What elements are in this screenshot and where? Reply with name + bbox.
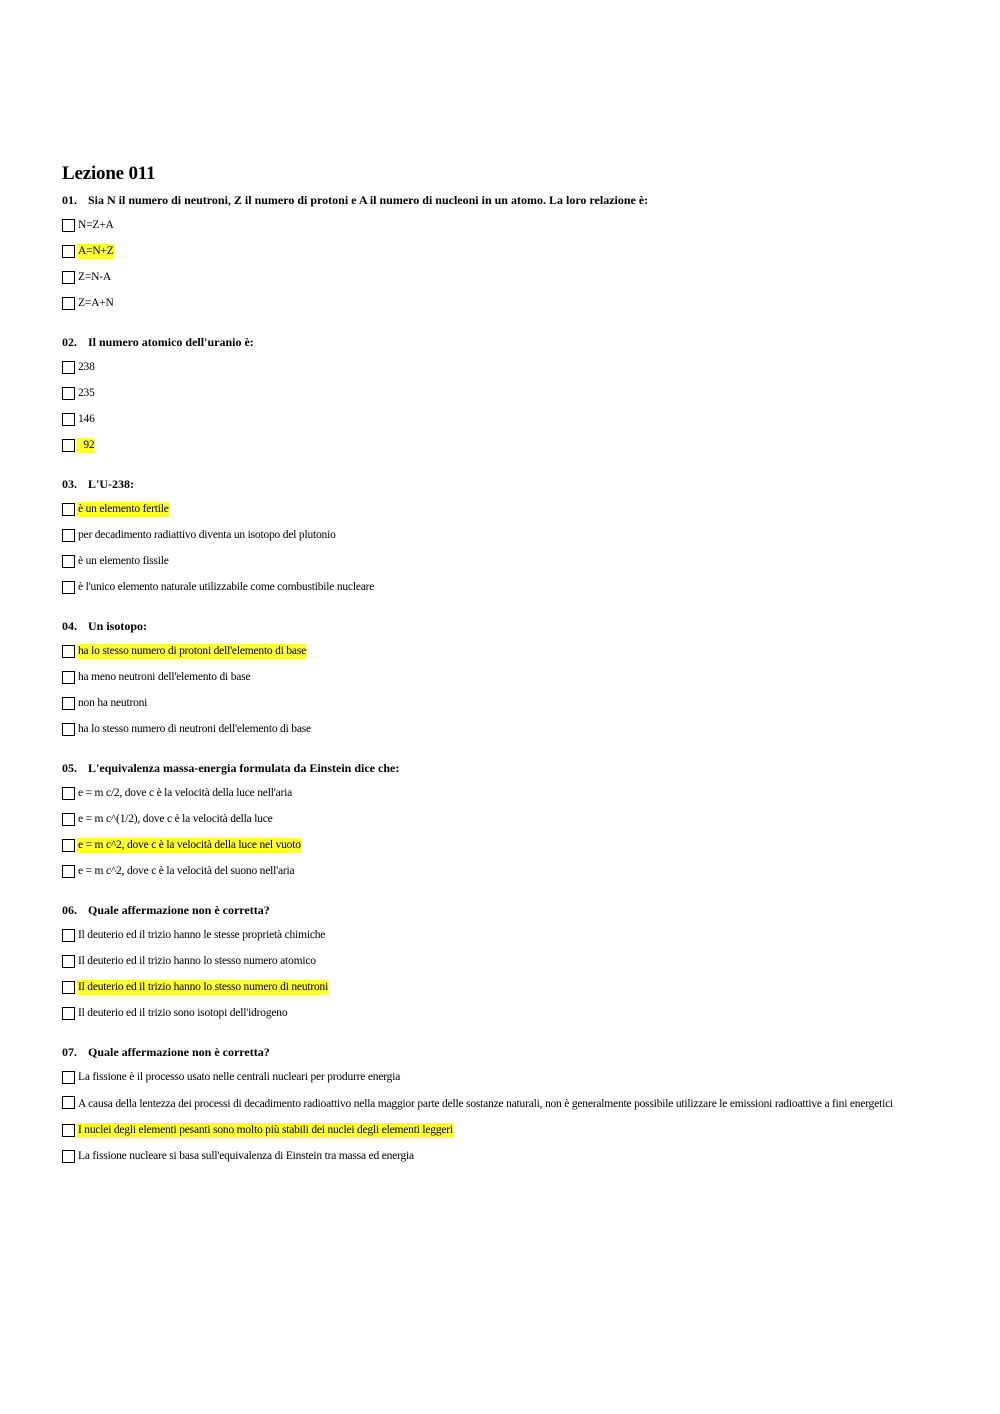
checkbox-icon[interactable] bbox=[62, 271, 75, 284]
checkbox-icon[interactable] bbox=[62, 581, 75, 594]
correct-answer-label: e = m c^2, dove c è la velocità della luce nel vuoto bbox=[78, 839, 301, 851]
answer-option[interactable] bbox=[62, 502, 942, 517]
checkbox-icon[interactable] bbox=[62, 245, 75, 258]
question-block bbox=[62, 476, 942, 595]
checkbox-icon[interactable] bbox=[62, 387, 75, 400]
answer-option[interactable] bbox=[62, 296, 942, 311]
checkbox-icon[interactable] bbox=[62, 787, 75, 800]
answer-option[interactable] bbox=[62, 360, 942, 375]
answer-option[interactable] bbox=[62, 928, 942, 943]
answer-option[interactable] bbox=[62, 1123, 942, 1138]
answer-option[interactable] bbox=[62, 1096, 942, 1112]
question-text bbox=[62, 1044, 942, 1061]
question-text bbox=[62, 760, 942, 777]
checkbox-icon[interactable] bbox=[62, 813, 75, 826]
answer-label: Z=A+N bbox=[78, 297, 114, 309]
answer-label: La fissione è il processo usato nelle centrali nucleari per produrre energia bbox=[78, 1071, 401, 1083]
question-text bbox=[62, 902, 942, 919]
question-label: Quale affermazione non è corretta? bbox=[88, 903, 270, 917]
answer-option[interactable] bbox=[62, 438, 942, 453]
checkbox-icon[interactable] bbox=[62, 297, 75, 310]
checkbox-icon[interactable] bbox=[62, 503, 75, 516]
answer-label: ha meno neutroni dell'elemento di base bbox=[78, 671, 251, 683]
checkbox-icon[interactable] bbox=[62, 645, 75, 658]
question-label: Il numero atomico dell'uranio è: bbox=[88, 335, 254, 349]
answer-label: è l'unico elemento naturale utilizzabile come combustibile nucleare bbox=[78, 581, 375, 593]
checkbox-icon[interactable] bbox=[62, 1124, 75, 1137]
question-label: Un isotopo: bbox=[88, 619, 148, 633]
answer-label: 146 bbox=[78, 413, 95, 425]
answer-option[interactable] bbox=[62, 1006, 942, 1021]
question-block bbox=[62, 618, 942, 737]
question-text bbox=[62, 192, 942, 209]
answer-option[interactable] bbox=[62, 218, 942, 233]
answer-label: A causa della lentezza dei processi di decadimento radioattivo nella maggior parte delle sostanze naturali, non è generalmente possibile utilizzare le emissioni radioattive a fini energetici bbox=[78, 1098, 894, 1110]
question-number: 01. bbox=[62, 193, 77, 207]
question-number: 03. bbox=[62, 477, 77, 491]
question-block bbox=[62, 192, 942, 311]
answer-option[interactable] bbox=[62, 244, 942, 259]
answer-label: Il deuterio ed il trizio sono isotopi dell'idrogeno bbox=[78, 1007, 288, 1019]
question-block bbox=[62, 760, 942, 879]
checkbox-icon[interactable] bbox=[62, 1071, 75, 1084]
checkbox-icon[interactable] bbox=[62, 1150, 75, 1163]
checkbox-icon[interactable] bbox=[62, 413, 75, 426]
answer-option[interactable] bbox=[62, 412, 942, 427]
question-text bbox=[62, 334, 942, 351]
question-label: Sia N il numero di neutroni, Z il numero di protoni e A il numero di nucleoni in un atomo. La loro relazione è: bbox=[88, 193, 649, 207]
answer-option[interactable] bbox=[62, 864, 942, 879]
answer-option[interactable] bbox=[62, 1149, 942, 1164]
checkbox-icon[interactable] bbox=[62, 929, 75, 942]
answer-label: 235 bbox=[78, 387, 95, 399]
answer-option[interactable] bbox=[62, 1070, 942, 1085]
correct-answer-label: I nuclei degli elementi pesanti sono molto più stabili dei nuclei degli elementi leggeri bbox=[78, 1124, 453, 1136]
checkbox-icon[interactable] bbox=[62, 981, 75, 994]
question-block bbox=[62, 1044, 942, 1164]
checkbox-icon[interactable] bbox=[62, 955, 75, 968]
correct-answer-label: Il deuterio ed il trizio hanno lo stesso numero di neutroni bbox=[78, 981, 329, 993]
question-number: 04. bbox=[62, 619, 77, 633]
answer-option[interactable] bbox=[62, 644, 942, 659]
answer-label: 238 bbox=[78, 361, 95, 373]
checkbox-icon[interactable] bbox=[62, 865, 75, 878]
answer-label: La fissione nucleare si basa sull'equivalenza di Einstein tra massa ed energia bbox=[78, 1150, 414, 1162]
checkbox-icon[interactable] bbox=[62, 439, 75, 452]
answer-option[interactable] bbox=[62, 722, 942, 737]
checkbox-icon[interactable] bbox=[62, 555, 75, 568]
answer-option[interactable] bbox=[62, 670, 942, 685]
answer-option[interactable] bbox=[62, 954, 942, 969]
quiz-page bbox=[62, 160, 942, 1164]
answer-label: ha lo stesso numero di neutroni dell'elemento di base bbox=[78, 723, 311, 735]
checkbox-icon[interactable] bbox=[62, 361, 75, 374]
answer-label: Z=N-A bbox=[78, 271, 111, 283]
question-text bbox=[62, 618, 942, 635]
question-block bbox=[62, 902, 942, 1021]
question-block bbox=[62, 334, 942, 453]
question-label: L'U-238: bbox=[88, 477, 134, 491]
checkbox-icon[interactable] bbox=[62, 529, 75, 542]
answer-option[interactable] bbox=[62, 812, 942, 827]
answer-label: Il deuterio ed il trizio hanno lo stesso numero atomico bbox=[78, 955, 316, 967]
checkbox-icon[interactable] bbox=[62, 1096, 75, 1109]
answer-label: per decadimento radiattivo diventa un isotopo del plutonio bbox=[78, 529, 336, 541]
checkbox-icon[interactable] bbox=[62, 219, 75, 232]
answer-label: non ha neutroni bbox=[78, 697, 148, 709]
question-list bbox=[62, 192, 942, 1164]
question-number: 06. bbox=[62, 903, 77, 917]
answer-option[interactable] bbox=[62, 580, 942, 595]
answer-option[interactable] bbox=[62, 554, 942, 569]
correct-answer-label: è un elemento fertile bbox=[78, 503, 169, 515]
question-number: 05. bbox=[62, 761, 77, 775]
question-number: 07. bbox=[62, 1045, 77, 1059]
checkbox-icon[interactable] bbox=[62, 671, 75, 684]
checkbox-icon[interactable] bbox=[62, 839, 75, 852]
answer-option[interactable] bbox=[62, 786, 942, 801]
answer-option[interactable] bbox=[62, 696, 942, 711]
answer-label: e = m c/2, dove c è la velocità della luce nell'aria bbox=[78, 787, 292, 799]
answer-label: N=Z+A bbox=[78, 219, 114, 231]
checkbox-icon[interactable] bbox=[62, 1007, 75, 1020]
answer-option[interactable] bbox=[62, 980, 942, 995]
answer-label: e = m c^2, dove c è la velocità del suono nell'aria bbox=[78, 865, 295, 877]
correct-answer-label: ha lo stesso numero di protoni dell'elemento di base bbox=[78, 645, 307, 657]
correct-answer-label: 92 bbox=[78, 439, 95, 451]
answer-label: Il deuterio ed il trizio hanno le stesse proprietà chimiche bbox=[78, 929, 326, 941]
correct-answer-label: A=N+Z bbox=[78, 245, 114, 257]
question-label: L'equivalenza massa-energia formulata da Einstein dice che: bbox=[88, 761, 400, 775]
answer-option[interactable] bbox=[62, 528, 942, 543]
answer-option[interactable] bbox=[62, 386, 942, 401]
question-label: Quale affermazione non è corretta? bbox=[88, 1045, 270, 1059]
answer-label: e = m c^(1/2), dove c è la velocità della luce bbox=[78, 813, 273, 825]
answer-label: è un elemento fissile bbox=[78, 555, 169, 567]
checkbox-icon[interactable] bbox=[62, 697, 75, 710]
question-number: 02. bbox=[62, 335, 77, 349]
answer-option[interactable] bbox=[62, 270, 942, 285]
lesson-title: Lezione 011 bbox=[62, 163, 156, 184]
checkbox-icon[interactable] bbox=[62, 723, 75, 736]
question-text bbox=[62, 476, 942, 493]
answer-option[interactable] bbox=[62, 838, 942, 853]
